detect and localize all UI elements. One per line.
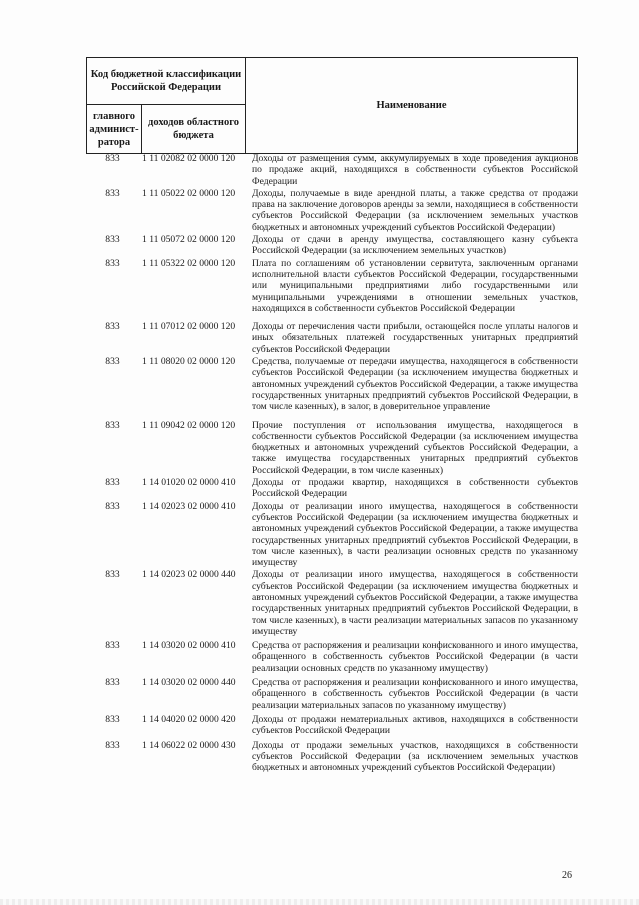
table-row [86,501,577,569]
name-cell: Прочие поступления от использования имущества, находящегося в собственности субъектов Российской Федерации (за исключением имущества бюджетных и автономных учреждений субъектов Российской Федерации, а также имущества государственных унитарных предприятий субъектов Российской Федерации, в том числе казенных) [252,419,578,476]
table-row [86,677,577,711]
income-code-cell: 1 11 05022 02 0000 120 [142,187,236,199]
admin-code-cell: 833 [105,257,120,269]
scan-edge [0,899,639,905]
income-code-cell: 1 14 06022 02 0000 430 [142,739,236,751]
admin-code-cell: 833 [105,153,120,164]
income-code-cell: 1 11 05072 02 0000 120 [142,234,236,246]
table-body [86,153,577,773]
admin-code-cell: 833 [105,187,120,199]
name-cell: Доходы, получаемые в виде арендной платы, а также средства от продажи права на заключение договоров аренды за земли, находящиеся в собственности субъектов Российской Федерации (за исключением земельных участков бюджетных и автономных учреждений субъектов Российской Федерации) [252,187,578,233]
name-cell: Доходы от продажи нематериальных активов, находящихся в собственности субъектов Российской Федерации [252,713,578,737]
table-row [86,740,577,774]
table-row [86,258,577,314]
admin-code-cell: 833 [105,500,120,512]
income-code-cell: 1 14 01020 02 0000 410 [142,477,236,489]
table-row [86,420,577,476]
admin-code-cell: 833 [105,477,120,489]
name-cell: Средства от распоряжения и реализации конфискованного и иного имущества, обращенного в собственность субъектов Российской Федерации (в части реализации основных средств по указанному имуществу) [252,640,578,674]
header-budget-code-group: Код бюджетной классификации Российской Федерации [87,58,246,105]
table-row [86,356,577,412]
name-cell: Доходы от перечисления части прибыли, остающейся после уплаты налогов и иных обязательных платежей государственных унитарных предприятий субъектов Российской Федерации [252,321,578,355]
table-header [86,57,578,154]
header-admin-column: главного админист-ратора [87,105,142,154]
table-row [86,477,577,500]
name-cell: Плата по соглашениям об установлении сервитута, заключенным органами исполнительной власти субъектов Российской Федерации, государственными или муниципальными предприятиями либо государственными или муниципальными учреждениями в отношении земельных участков, находящихся в собственности субъектов Российской Федерации [252,257,578,314]
income-code-cell: 1 14 04020 02 0000 420 [142,713,236,725]
name-cell: Доходы от реализации иного имущества, находящегося в собственности субъектов Российской Федерации (за исключением имущества бюджетных и автономных учреждений субъектов Российской Федерации, а также имущества государственных унитарных предприятий субъектов Российской Федерации, в том числе казенных), в части реализации основных средств по указанному имуществу [252,500,578,569]
income-code-cell: 1 11 05322 02 0000 120 [142,257,236,269]
income-code-cell: 1 11 02082 02 0000 120 [142,153,236,164]
income-code-cell: 1 14 02023 02 0000 410 [142,500,236,512]
name-cell: Доходы от размещения сумм, аккумулируемых в ходе проведения аукционов по продаже акций, находящихся в собственности субъектов Российской Федерации [252,153,578,187]
name-cell: Доходы от продажи квартир, находящихся в собственности субъектов Российской Федерации [252,477,578,500]
header-income-column: доходов областного бюджета [142,105,246,154]
admin-code-cell: 833 [105,419,120,431]
table-row [86,234,577,257]
admin-code-cell: 833 [105,321,120,333]
name-cell: Средства, получаемые от передачи имущества, находящегося в собственности субъектов Российской Федерации (за исключением имущества бюджетных и автономных учреждений субъектов Российской Федерации, а также имущества государственных унитарных предприятий субъектов Российской Федерации, в том числе казенных), в залог, в доверительное управление [252,356,578,413]
table-row [86,188,577,233]
income-code-cell: 1 11 09042 02 0000 120 [142,419,236,431]
admin-code-cell: 833 [105,356,120,368]
income-code-cell: 1 11 07012 02 0000 120 [142,321,236,333]
income-code-cell: 1 11 08020 02 0000 120 [142,356,236,368]
page-number: 26 [562,870,572,881]
name-cell: Доходы от сдачи в аренду имущества, составляющего казну субъекта Российской Федерации (за исключением земельных участков) [252,234,578,257]
table-row [86,153,577,187]
income-code-cell: 1 14 02023 02 0000 440 [142,569,236,581]
admin-code-cell: 833 [105,234,120,246]
header-name-column: Наименование [246,58,578,154]
admin-code-cell: 833 [105,713,120,725]
admin-code-cell: 833 [105,677,120,689]
admin-code-cell: 833 [105,739,120,751]
name-cell: Доходы от продажи земельных участков, находящихся в собственности субъектов Российской Федерации (за исключением земельных участков бюджетных и автономных учреждений субъектов Российской Федерации) [252,739,578,774]
table-row [86,569,577,637]
name-cell: Доходы от реализации иного имущества, находящегося в собственности субъектов Российской Федерации (за исключением имущества бюджетных и автономных учреждений субъектов Российской Федерации, а также имущества государственных унитарных предприятий субъектов Российской Федерации, в том числе казенных), в части реализации материальных запасов по указанному имуществу [252,569,578,637]
income-code-cell: 1 14 03020 02 0000 410 [142,640,236,652]
admin-code-cell: 833 [105,640,120,652]
name-cell: Средства от распоряжения и реализации конфискованного и иного имущества, обращенного в собственность субъектов Российской Федерации (в части реализации материальных запасов по указанному имуществу) [252,677,578,711]
table-row [86,321,577,355]
income-code-cell: 1 14 03020 02 0000 440 [142,677,236,689]
admin-code-cell: 833 [105,569,120,581]
table-row [86,640,577,674]
table-row [86,714,577,737]
